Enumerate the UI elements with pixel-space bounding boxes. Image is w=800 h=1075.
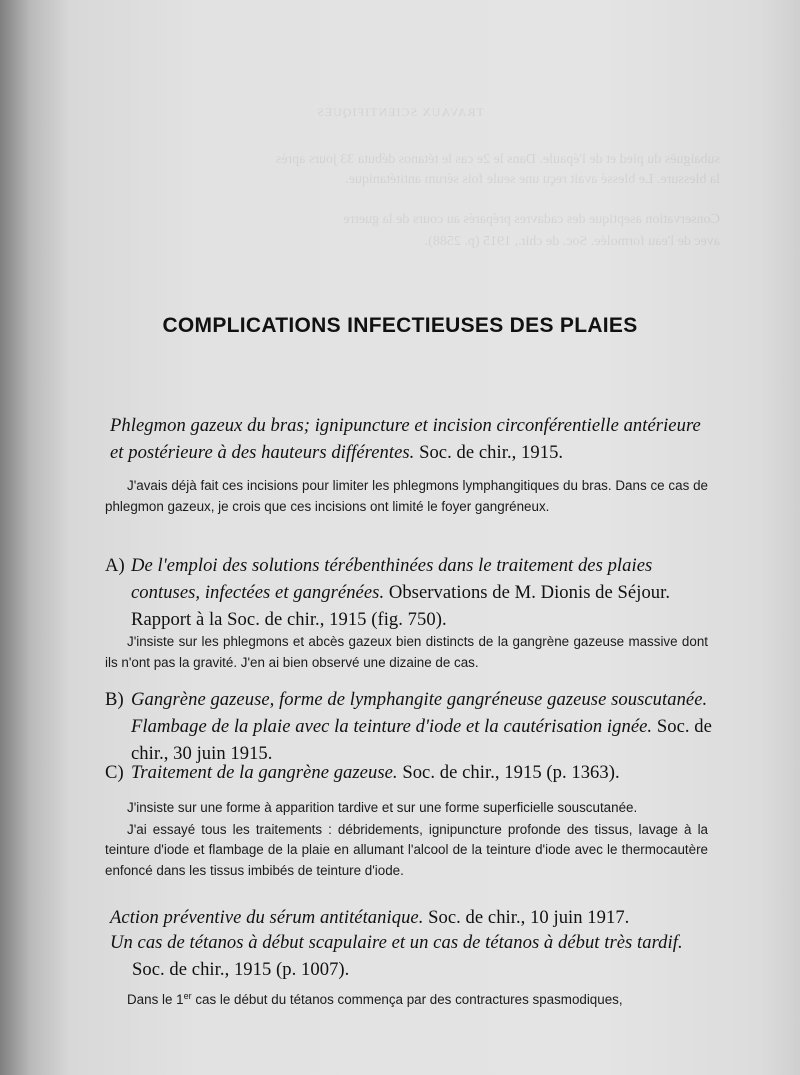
reference-source: Observations de M. Dionis de Séjour. Rapport à la Soc. de chir., 1915 (fig. 750).	[131, 582, 671, 630]
reference-entry	[110, 929, 710, 983]
bleed-through-line: la blessure. Le blessé avait reçu une seule fois sérum antitétanique.	[345, 172, 720, 187]
reference-source: Soc. de chir., 1915 (p. 1007).	[132, 959, 350, 980]
reference-title: Phlegmon gazeux du bras; ignipuncture et incision circonférentielle antérieure et postérieure à des hauteurs différentes.	[110, 415, 701, 463]
reference-title: Traitement de la gangrène gazeuse.	[131, 762, 398, 783]
commentary	[105, 476, 708, 517]
bleed-through-line: subaiguës du pied et de l'épaule. Dans le 2e cas le tétanos débuta 33 jours après	[275, 152, 720, 167]
commentary	[105, 798, 708, 881]
ordinal-superscript: er	[183, 991, 192, 1001]
entry-label: B)	[105, 689, 124, 710]
commentary-paragraph: J'insiste sur une forme à apparition tardive et sur une forme superficielle souscutanée.	[127, 800, 638, 815]
reference-source: Soc. de chir., 30 juin 1915.	[131, 716, 712, 764]
reference-title: Gangrène gazeuse, forme de lymphangite gangréneuse gazeuse souscutanée. Flambage de la plaie avec la teinture d'iode et la cautérisation ignée.	[131, 689, 708, 737]
commentary	[105, 632, 708, 673]
reference-entry	[105, 686, 713, 767]
bleed-through-line: Conservation aseptique des cadavres préparés au cours de la guerre	[343, 212, 720, 227]
bleed-through-line: TRAVAUX SCIENTIFIQUES	[316, 105, 484, 119]
reference-title: Un cas de tétanos à début scapulaire et un cas de tétanos à début très tardif.	[110, 932, 683, 953]
reference-entry	[110, 904, 710, 931]
section-heading: COMPLICATIONS INFECTIEUSES DES PLAIES	[162, 314, 638, 337]
commentary	[105, 986, 708, 1011]
reference-source: Soc. de chir., 1915.	[414, 442, 564, 463]
entry-label: C)	[105, 762, 124, 783]
bleed-through-line: avec de l'eau formolée. Soc. de chir., 1915 (p. 2588).	[424, 234, 720, 249]
reference-title: De l'emploi des solutions térébenthinées dans le traitement des plaies contuses, infectées et gangrénées.	[131, 555, 653, 603]
commentary-paragraph: J'ai essayé tous les traitements : débridements, ignipuncture profonde des tissus, lavage à la teinture d'iode et flambage de la plaie en allumant l'alcool de la teinture d'iode avec le thermocautère enfoncé dans les tissus imbibés de teinture d'iode.	[105, 821, 708, 878]
commentary-paragraph: J'avais déjà fait ces incisions pour limiter les phlegmons lymphangitiques du bras. Dans ce cas de phlegmon gazeux, je crois que ces incisions ont limité le foyer gangréneux.	[105, 478, 708, 514]
reference-entry	[110, 412, 710, 466]
reference-entry	[105, 759, 713, 786]
commentary-text: cas le début du tétanos commença par des contractures spasmodiques,	[191, 992, 623, 1007]
reference-entry	[105, 552, 713, 633]
commentary-text: Dans le 1	[127, 992, 184, 1007]
commentary-paragraph: J'insiste sur les phlegmons et abcès gazeux bien distincts de la gangrène gazeuse massive dont ils n'ont pas la gravité. J'en ai bien observé une dizaine de cas.	[105, 634, 708, 670]
reference-source: Soc. de chir., 1915 (p. 1363).	[397, 762, 620, 783]
reference-source: Soc. de chir., 10 juin 1917.	[423, 907, 630, 928]
entry-label: A)	[105, 555, 125, 576]
reference-title: Action préventive du sérum antitétanique.	[110, 907, 424, 928]
